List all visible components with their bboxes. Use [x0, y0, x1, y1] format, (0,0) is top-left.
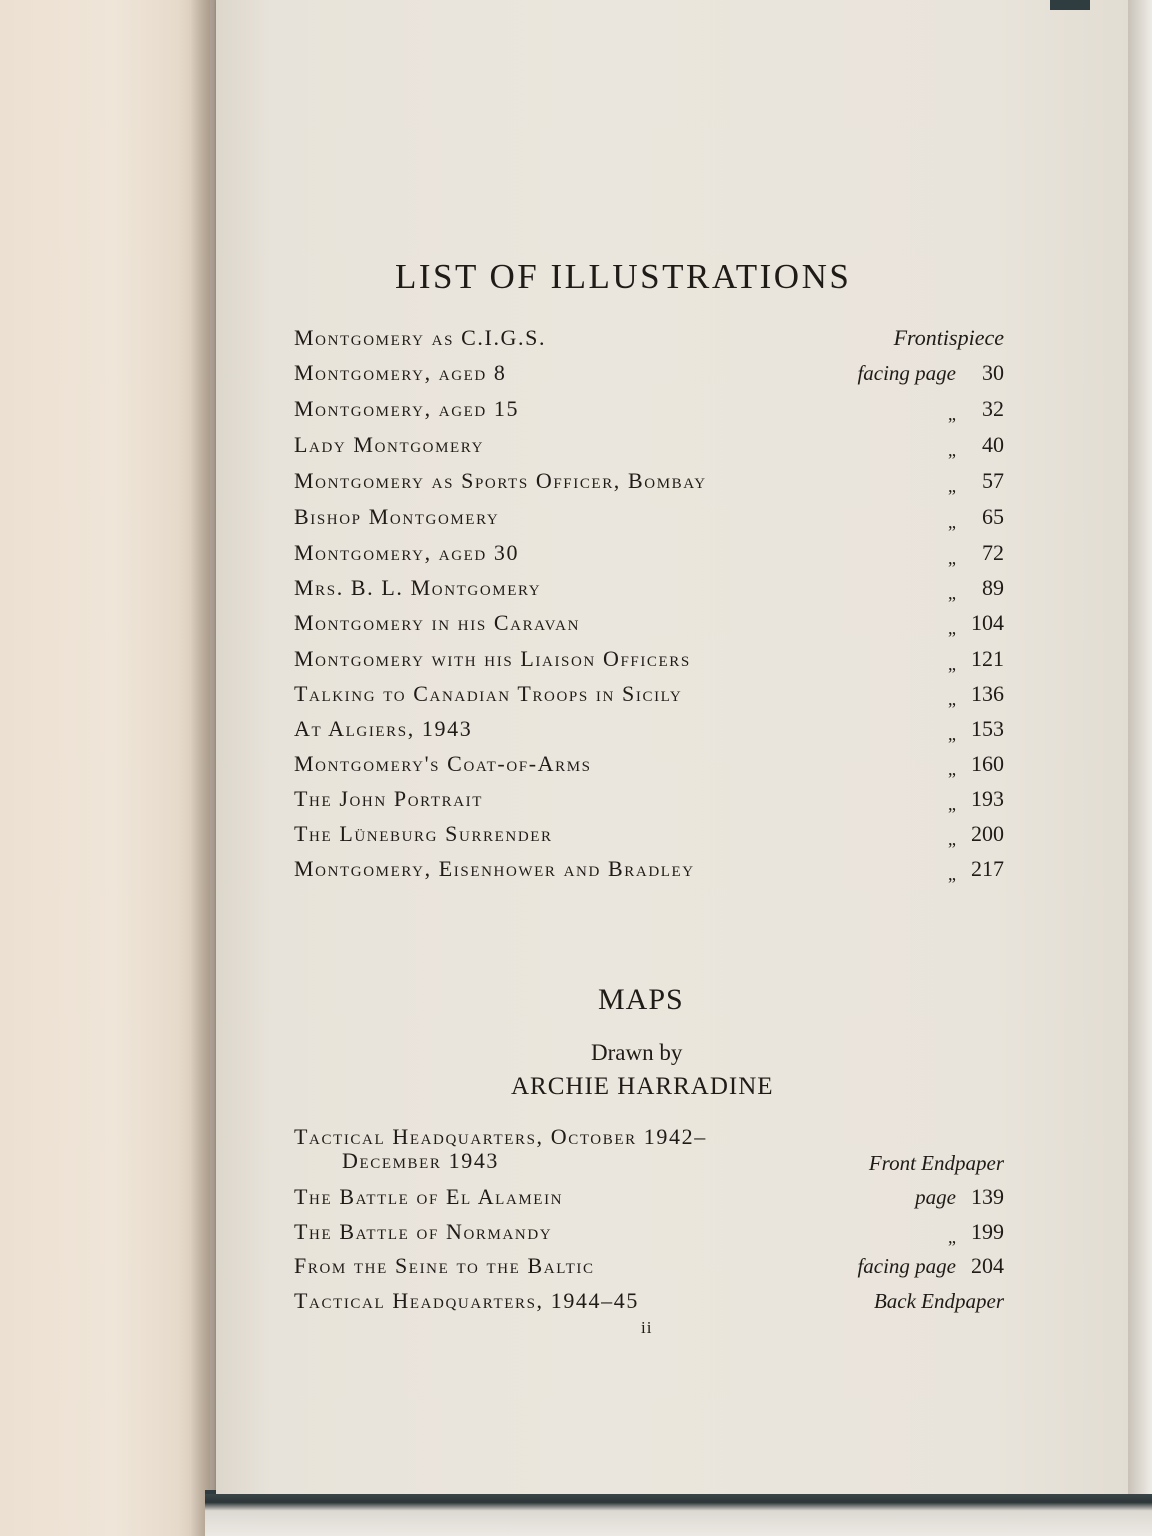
ditto-mark: „: [948, 794, 956, 814]
illustration-entry: [294, 325, 1004, 355]
entry-title: Tactical Headquarters, 1944–45: [294, 1288, 639, 1313]
ditto-mark: „: [948, 476, 956, 496]
entry-title: Tactical Headquarters, October 1942–: [294, 1124, 707, 1149]
left-page: [0, 0, 210, 1536]
ditto-mark: „: [948, 724, 956, 744]
page-number: 139: [971, 1184, 1004, 1209]
page-number: 72: [982, 540, 1004, 565]
ditto-mark: „: [948, 404, 956, 424]
illustration-entry: [294, 432, 1004, 462]
entry-title: The John Portrait: [294, 786, 484, 811]
page-number: 217: [971, 856, 1004, 881]
entry-title: Lady Montgomery: [294, 432, 484, 457]
map-entry: [294, 1219, 1004, 1249]
page-edge: [1128, 0, 1152, 1536]
map-entry: [294, 1288, 1004, 1318]
cover-bottom-edge: [205, 1494, 1152, 1536]
illustration-entry: [294, 786, 1004, 816]
entry-title: Montgomery as C.I.G.S.: [294, 325, 547, 350]
page-number: 200: [971, 821, 1004, 846]
entry-title: Mrs. B. L. Montgomery: [294, 575, 542, 600]
illustration-entry: [294, 716, 1004, 746]
page-label: Frontispiece: [893, 325, 1004, 350]
page-number: 65: [982, 504, 1004, 529]
page-number: 104: [971, 610, 1004, 635]
maps-heading: MAPS: [598, 983, 684, 1016]
cover-top-edge: [1050, 0, 1090, 10]
map-entry: [294, 1184, 1004, 1214]
page-number: 30: [982, 360, 1004, 385]
ditto-mark: „: [948, 618, 956, 638]
illustration-entry: [294, 468, 1004, 498]
entry-title: Talking to Canadian Troops in Sicily: [294, 681, 683, 706]
entry-title: Montgomery, aged 8: [294, 360, 507, 385]
entry-title: From the Seine to the Baltic: [294, 1253, 595, 1278]
page-number-folio: ii: [641, 1318, 653, 1337]
illustration-entry: [294, 646, 1004, 676]
page-number: 57: [982, 468, 1004, 493]
page-number: 160: [971, 751, 1004, 776]
page-label: facing page: [857, 361, 956, 385]
drawn-by-label: Drawn by: [591, 1040, 683, 1065]
page-number: 89: [982, 575, 1004, 600]
ditto-mark: „: [948, 440, 956, 460]
ditto-mark: „: [948, 864, 956, 884]
page-number: 153: [971, 716, 1004, 741]
ditto-mark: „: [948, 1227, 956, 1247]
entry-title: The Battle of Normandy: [294, 1219, 553, 1244]
illustration-entry: [294, 396, 1004, 426]
illustration-entry: [294, 575, 1004, 605]
page-label: page: [915, 1185, 956, 1209]
illustration-entry: [294, 821, 1004, 851]
ditto-mark: „: [948, 829, 956, 849]
entry-title: At Algiers, 1943: [294, 716, 473, 741]
page-number: 193: [971, 786, 1004, 811]
entry-title: The Lüneburg Surrender: [294, 821, 553, 846]
ditto-mark: „: [948, 583, 956, 603]
page-number: 121: [971, 646, 1004, 671]
entry-title: Montgomery, Eisenhower and Bradley: [294, 856, 695, 881]
page-number: 199: [971, 1219, 1004, 1244]
illustration-entry: [294, 681, 1004, 711]
illustration-entry: [294, 504, 1004, 534]
ditto-mark: „: [948, 548, 956, 568]
illustration-entry: [294, 751, 1004, 781]
page-number: 204: [971, 1253, 1004, 1278]
illustration-entry: [294, 610, 1004, 640]
illustration-entry: [294, 540, 1004, 570]
entry-title: The Battle of El Alamein: [294, 1184, 564, 1209]
entry-title: Montgomery's Coat-of-Arms: [294, 751, 592, 776]
page-label: Back Endpaper: [873, 1289, 1004, 1313]
entry-title: Montgomery with his Liaison Officers: [294, 646, 691, 671]
illustration-entry: [294, 856, 1004, 886]
map-entry-page: [294, 1150, 1004, 1180]
page-label: facing page: [857, 1254, 956, 1278]
ditto-mark: „: [948, 759, 956, 779]
entry-title: Montgomery as Sports Officer, Bombay: [294, 468, 707, 493]
map-author: ARCHIE HARRADINE: [511, 1073, 774, 1100]
map-entry: [294, 1253, 1004, 1283]
page-number: 32: [982, 396, 1004, 421]
ditto-mark: „: [948, 654, 956, 674]
illustration-entry: [294, 360, 1004, 390]
illustrations-heading: LIST OF ILLUSTRATIONS: [395, 257, 852, 296]
page-number: 40: [982, 432, 1004, 457]
ditto-mark: „: [948, 689, 956, 709]
entry-title: Montgomery in his Caravan: [294, 610, 581, 635]
entry-title-continued: December 1943: [342, 1148, 500, 1173]
page-number: 136: [971, 681, 1004, 706]
page-label: Front Endpaper: [868, 1151, 1004, 1175]
entry-title: Montgomery, aged 30: [294, 540, 520, 565]
entry-title: Montgomery, aged 15: [294, 396, 520, 421]
entry-title: Bishop Montgomery: [294, 504, 500, 529]
ditto-mark: „: [948, 512, 956, 532]
